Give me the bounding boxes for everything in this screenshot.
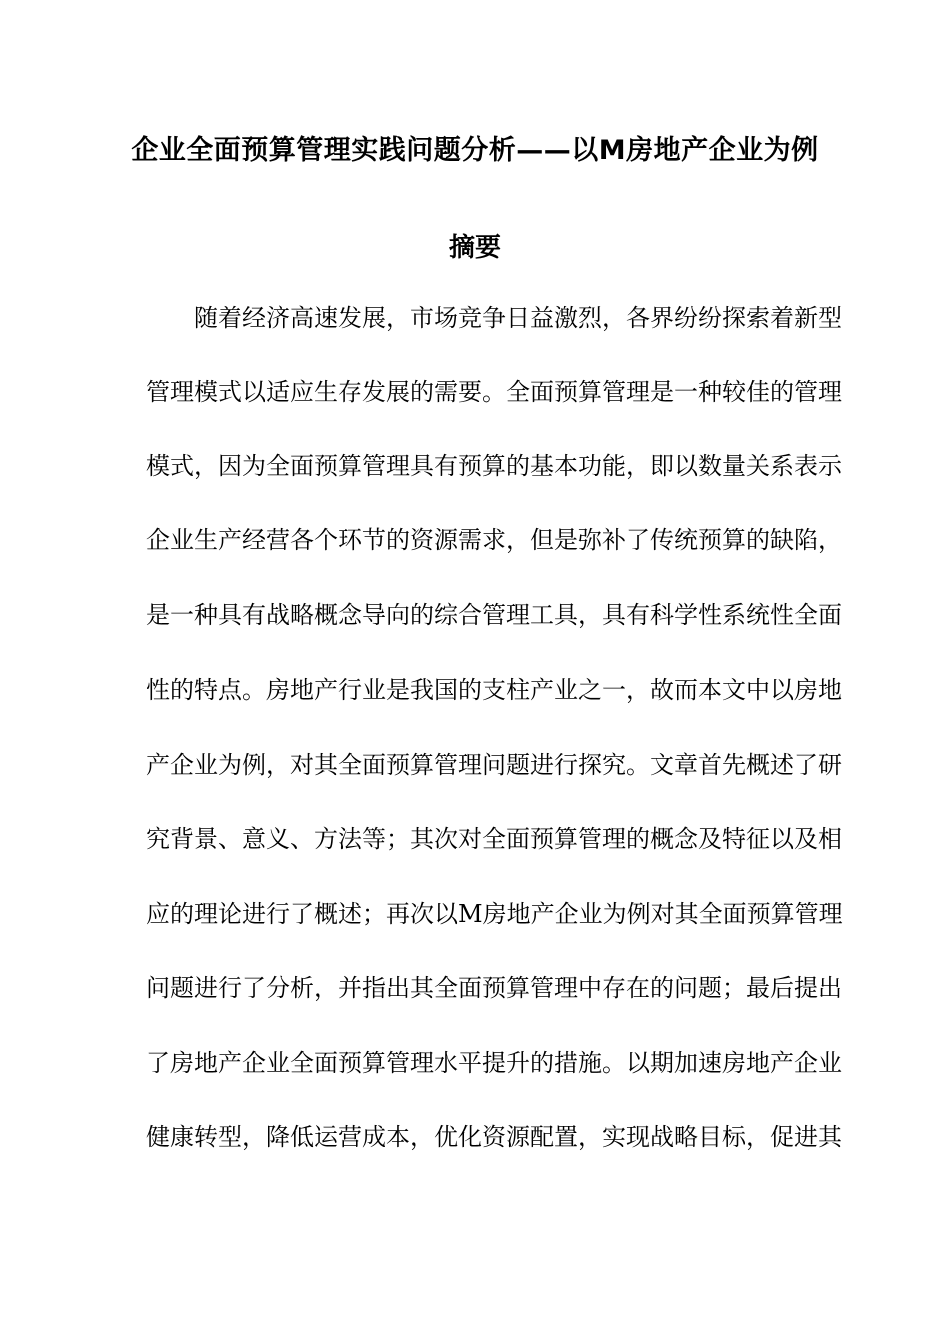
abstract-line: 问题进行了分析，并指出其全面预算管理中存在的问题；最后提出: [146, 974, 842, 1002]
document-title: 企业全面预算管理实践问题分析——以M房地产企业为例: [131, 135, 819, 166]
abstract-line: 企业生产经营各个环节的资源需求，但是弥补了传统预算的缺陷，: [146, 526, 842, 554]
abstract-line: 性的特点。房地产行业是我国的支柱产业之一，故而本文中以房地: [146, 676, 842, 704]
abstract-line: 管理模式以适应生存发展的需要。全面预算管理是一种较佳的管理: [146, 378, 842, 406]
abstract-line: 应的理论进行了概述；再次以M房地产企业为例对其全面预算管理: [146, 900, 843, 928]
abstract-line: 健康转型，降低运营成本，优化资源配置，实现战略目标，促进其: [146, 1123, 842, 1151]
abstract-line: 了房地产企业全面预算管理水平提升的措施。以期加速房地产企业: [146, 1049, 842, 1077]
abstract-heading: 摘要: [448, 233, 501, 263]
abstract-line: 随着经济高速发展，市场竞争日益激烈，各界纷纷探索着新型: [194, 304, 842, 332]
abstract-line: 模式，因为全面预算管理具有预算的基本功能，即以数量关系表示: [146, 452, 842, 480]
abstract-line: 产企业为例，对其全面预算管理问题进行探究。文章首先概述了研: [146, 751, 842, 779]
abstract-line: 是一种具有战略概念导向的综合管理工具，具有科学性系统性全面: [146, 601, 842, 629]
abstract-line: 究背景、意义、方法等；其次对全面预算管理的概念及特征以及相: [146, 825, 842, 853]
